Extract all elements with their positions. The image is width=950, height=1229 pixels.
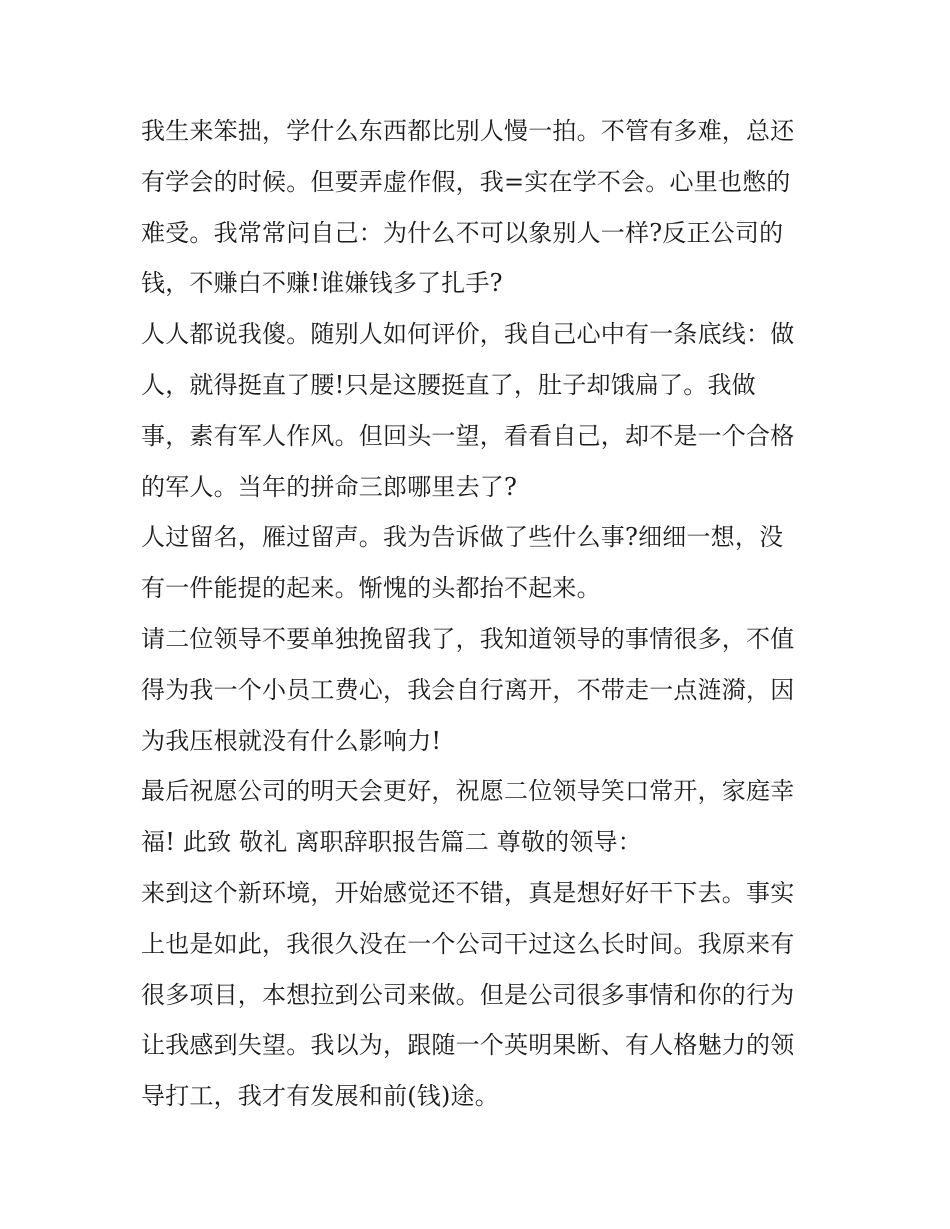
text-line: 人，就得挺直了腰!只是这腰挺直了，肚子却饿扁了。我做: [141, 370, 756, 399]
text-line: 有一件能提的起来。惭愧的头都抬不起来。: [141, 574, 601, 603]
text-line: 人过留名，雁过留声。我为告诉做了些什么事?细细一想，没: [141, 523, 784, 552]
text-line: 让我感到失望。我以为，跟随一个英明果断、有人格魅力的领: [141, 1031, 795, 1060]
text-line: 有学会的时候。但要弄虚作假，我=实在学不会。心里也憋的: [141, 167, 791, 196]
text-line: 为我压根就没有什么影响力!: [141, 726, 442, 755]
text-line: 很多项目，本想拉到公司来做。但是公司很多事情和你的行为: [141, 980, 795, 1009]
text-line: 福! 此致 敬礼 离职辞职报告篇二 尊敬的领导：: [141, 828, 642, 857]
text-line: 来到这个新环境，开始感觉还不错，真是想好好干下去。事实: [141, 878, 795, 907]
text-line: 得为我一个小员工费心，我会自行离开，不带走一点涟漪，因: [141, 675, 795, 704]
text-line: 的军人。当年的拼命三郎哪里去了?: [141, 472, 518, 501]
text-line: 上也是如此，我很久没在一个公司干过这么长时间。我原来有: [141, 929, 795, 958]
text-line: 钱，不赚白不赚!谁嫌钱多了扎手?: [141, 269, 503, 298]
body-text: [141, 106, 821, 1122]
text-line: 人人都说我傻。随别人如何评价，我自己心中有一条底线：做: [141, 320, 795, 349]
text-line: 事，素有军人作风。但回头一望，看看自己，却不是一个合格: [141, 421, 795, 450]
text-line: 导打工，我才有发展和前(钱)途。: [141, 1082, 499, 1111]
text-line: 最后祝愿公司的明天会更好，祝愿二位领导笑口常开，家庭幸: [141, 777, 795, 806]
text-line: 我生来笨拙，学什么东西都比别人慢一拍。不管有多难，总还: [141, 117, 795, 145]
text-line: 难受。我常常问自己：为什么不可以象别人一样?反正公司的: [141, 218, 784, 247]
text-line: 请二位领导不要单独挽留我了，我知道领导的事情很多，不值: [141, 624, 795, 653]
